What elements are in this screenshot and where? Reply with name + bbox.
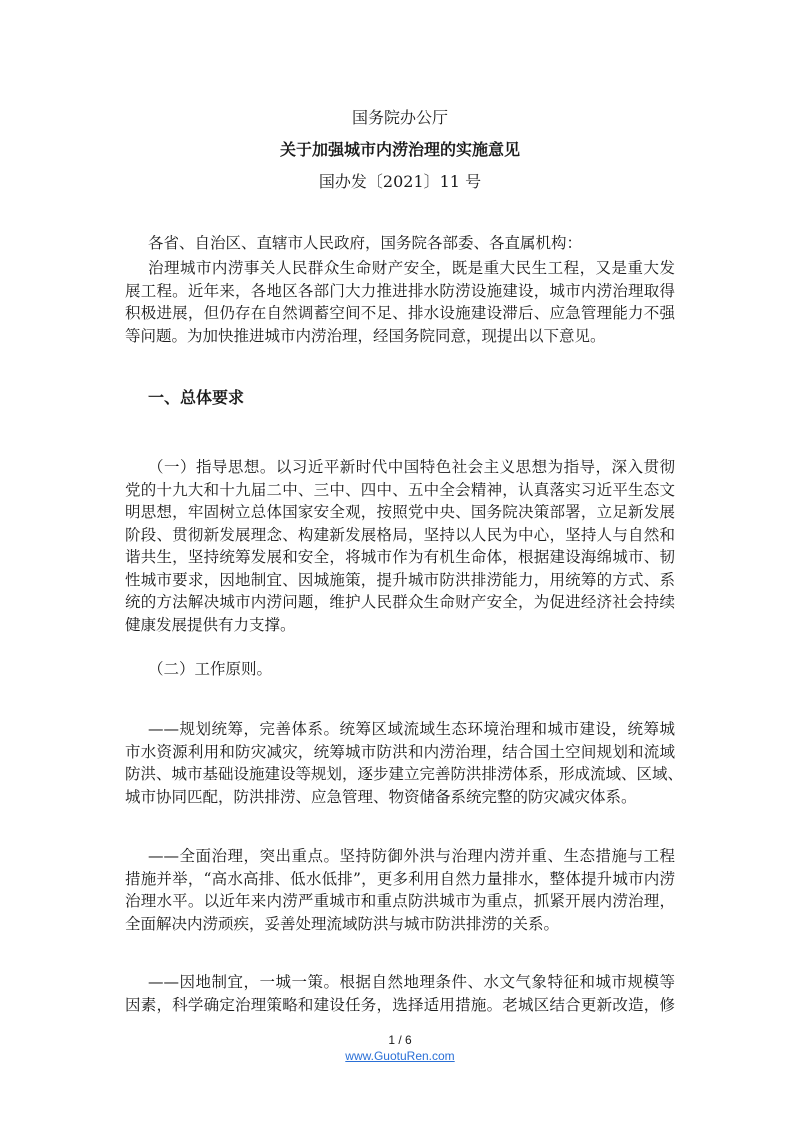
section-heading: 一、总体要求: [148, 388, 245, 407]
guiding-paragraph: [125, 456, 675, 636]
document-title: 关于加强城市内涝治理的实施意见: [279, 140, 520, 159]
text-line: 阶段、贯彻新发展理念、构建新发展格局，坚持以人民为中心，坚持人与自然和: [125, 525, 675, 544]
principle-1-paragraph: [125, 718, 684, 808]
page-number: 1 / 6: [388, 1033, 412, 1047]
text-line: ——因地制宜，一城一策。根据自然地理条件、水文气象特征和城市规模等: [148, 973, 675, 991]
text-line: 措施并举，“高水高排、低水低排”，更多利用自然力量排水，整体提升城市内涝: [125, 869, 675, 888]
text-line: ——规划统筹，完善体系。统筹区域流域生态环境治理和城市建设，统筹城: [148, 720, 675, 738]
intro-paragraph: [125, 257, 675, 347]
greeting-line: 各省、自治区、直辖市人民政府，国务院各部委、各直属机构：: [148, 234, 583, 252]
text-line: 城市协同匹配，防洪排涝、应急管理、物资储备系统完整的防灾减灾体系。: [125, 787, 637, 806]
text-line: 市水资源利用和防灾减灾，统筹城市防洪和内涝治理，结合国土空间规划和流域: [125, 742, 675, 761]
text-line: （二）工作原则。: [148, 660, 273, 678]
greeting: [125, 232, 675, 255]
principle-3-paragraph: [125, 971, 675, 1016]
website-link[interactable]: www.GuotuRen.com: [345, 1049, 455, 1063]
text-line: 展工程。近年来，各地区各部门大力推进排水防涝设施建设，城市内涝治理取得: [125, 281, 675, 300]
text-line: 统的方法解决城市内涝问题，维护人民群众生命财产安全，为促进经济社会持续: [125, 593, 675, 611]
text-line: 健康发展提供有力支撑。: [125, 615, 296, 634]
text-line: 积极进展，但仍存在自然调蓄空间不足、排水设施建设滞后、应急管理能力不强: [125, 304, 675, 322]
text-line: （一）指导思想。以习近平新时代中国特色社会主义思想为指导，深入贯彻: [148, 458, 675, 476]
principles-heading: [125, 658, 675, 681]
text-line: 性城市要求，因地制宜、因城施策，提升城市防洪排涝能力，用统筹的方式、系: [125, 570, 675, 589]
text-line: 因素，科学确定治理策略和建设任务，选择适用措施。老城区结合更新改造，修: [125, 995, 675, 1014]
text-line: 明思想，牢固树立总体国家安全观，按照党中央、国务院决策部署，立足新发展: [125, 503, 675, 521]
text-line: 全面解决内涝顽疾，妥善处理流域防洪与城市防洪排涝的关系。: [125, 914, 560, 933]
text-line: 防洪、城市基础设施建设等规划，逐步建立完善防洪排涝体系，形成流域、区域、: [125, 765, 684, 783]
text-line: 党的十九大和十九届二中、三中、四中、五中全会精神，认真落实习近平生态文: [125, 480, 675, 499]
text-line: 治理水平。以近年来内涝严重城市和重点防洪城市为重点，抓紧开展内涝治理，: [125, 892, 675, 910]
issuer: 国务院办公厅: [351, 108, 448, 127]
document-number: 国办发〔2021〕11 号: [318, 172, 482, 191]
text-line: 谐共生，坚持统筹发展和安全，将城市作为有机生命体，根据建设海绵城市、韧: [125, 548, 675, 566]
text-line: 等问题。为加快推进城市内涝治理，经国务院同意，现提出以下意见。: [125, 326, 606, 345]
text-line: 治理城市内涝事关人民群众生命财产安全，既是重大民生工程，又是重大发: [148, 259, 675, 277]
principle-2-paragraph: [125, 845, 675, 935]
text-line: ——全面治理，突出重点。坚持防御外洪与治理内涝并重、生态措施与工程: [148, 847, 675, 865]
